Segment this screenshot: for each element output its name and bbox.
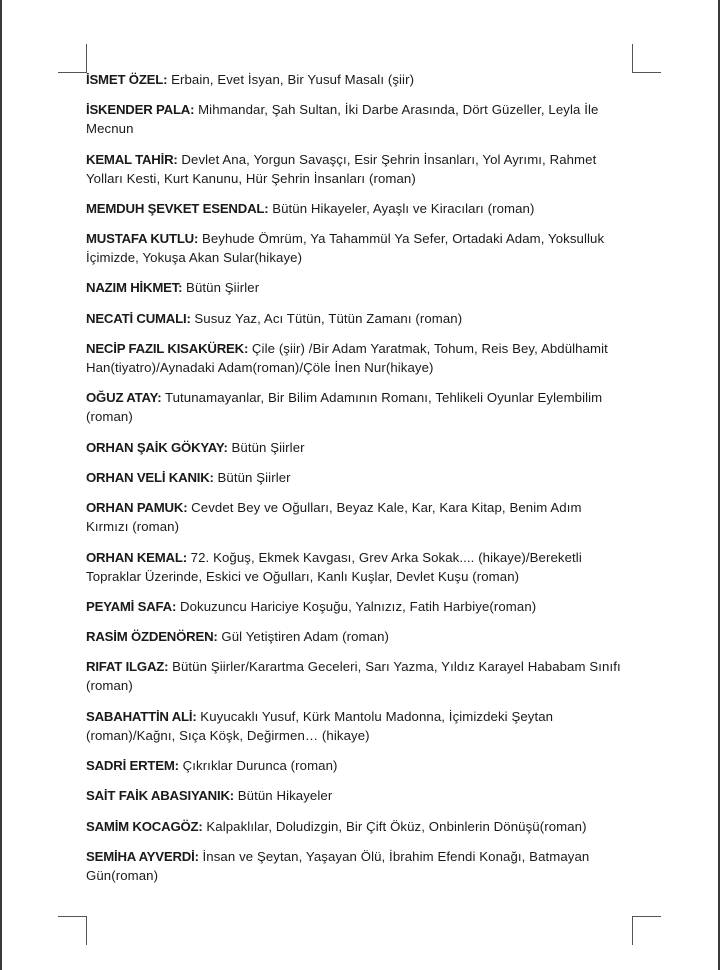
list-item <box>86 229 626 267</box>
works-list: Bütün Hikayeler, Ayaşlı ve Kiracıları (roman) <box>268 200 535 216</box>
list-item <box>86 786 626 805</box>
list-item <box>86 388 626 426</box>
works-list: İnsan ve Şeytan, Yaşayan Ölü, İbrahim Efendi Konağı, Batmayan Gün(roman) <box>86 848 590 883</box>
list-item <box>86 309 626 328</box>
list-item <box>86 498 626 536</box>
list-item <box>86 339 626 377</box>
list-item <box>86 70 626 89</box>
author-works-list <box>86 70 626 896</box>
works-list: Kalpaklılar, Doludizgin, Bir Çift Öküz, Onbinlerin Dönüşü(roman) <box>202 818 587 834</box>
crop-mark-top-right <box>632 44 661 73</box>
author-name: SADRİ ERTEM: <box>86 758 179 774</box>
works-list: 72. Koğuş, Ekmek Kavgası, Grev Arka Sokak.... (hikaye)/Bereketli Topraklar Üzerinde, Eskici ve Oğulları, Kanlı Kuşlar, Devlet Kuşu (roman) <box>86 549 582 584</box>
author-name: ORHAN ŞAİK GÖKYAY: <box>86 439 228 455</box>
list-item <box>86 597 626 616</box>
author-name: OĞUZ ATAY: <box>86 390 162 406</box>
list-item <box>86 627 626 646</box>
author-name: SABAHATTİN ALİ: <box>86 708 197 724</box>
list-item <box>86 847 626 885</box>
author-name: ORHAN PAMUK: <box>86 500 188 516</box>
author-name: RASİM ÖZDENÖREN: <box>86 629 218 645</box>
works-list: Susuz Yaz, Acı Tütün, Tütün Zamanı (roman) <box>190 310 463 326</box>
author-name: NECATİ CUMALI: <box>86 310 191 326</box>
works-list: Mihmandar, Şah Sultan, İki Darbe Arasında, Dört Güzeller, Leyla İle Mecnun <box>86 102 599 137</box>
list-item <box>86 150 626 188</box>
author-name: NECİP FAZIL KISAKÜREK: <box>86 341 249 357</box>
crop-mark-bottom-right <box>632 916 661 945</box>
list-item <box>86 438 626 457</box>
works-list: Beyhude Ömrüm, Ya Tahammül Ya Sefer, Ortadaki Adam, Yoksulluk İçimizde, Yokuşa Akan Sular(hikaye) <box>86 231 605 266</box>
author-name: SAMİM KOCAGÖZ: <box>86 818 203 834</box>
list-item <box>86 100 626 138</box>
list-item <box>86 817 626 836</box>
list-item <box>86 199 626 218</box>
works-list: Erbain, Evet İsyan, Bir Yusuf Masalı (şiir) <box>167 72 415 87</box>
works-list: Bütün Şiirler <box>213 469 291 485</box>
list-item <box>86 657 626 695</box>
works-list: Gül Yetiştiren Adam (roman) <box>217 629 389 645</box>
author-name: SEMİHA AYVERDİ: <box>86 848 199 864</box>
works-list: Cevdet Bey ve Oğulları, Beyaz Kale, Kar, Kara Kitap, Benim Adım Kırmızı (roman) <box>86 500 582 535</box>
author-name: İSMET ÖZEL: <box>86 72 168 87</box>
document-page <box>2 0 718 970</box>
list-item <box>86 278 626 297</box>
author-name: ORHAN VELİ KANIK: <box>86 469 214 485</box>
author-name: MUSTAFA KUTLU: <box>86 231 199 247</box>
crop-mark-top-left <box>58 44 87 73</box>
list-item <box>86 548 626 586</box>
works-list: Çile (şiir) /Bir Adam Yaratmak, Tohum, Reis Bey, Abdülhamit Han(tiyatro)/Aynadaki Adam(roman)/Çöle İnen Nur(hikaye) <box>86 341 608 376</box>
list-item <box>86 468 626 487</box>
works-list: Bütün Şiirler <box>182 280 260 296</box>
works-list: Bütün Hikayeler <box>233 788 333 804</box>
author-name: PEYAMİ SAFA: <box>86 598 177 614</box>
works-list: Bütün Şiirler/Karartma Geceleri, Sarı Yazma, Yıldız Karayel Hababam Sınıfı (roman) <box>86 659 621 694</box>
author-name: RIFAT ILGAZ: <box>86 659 169 675</box>
works-list: Bütün Şiirler <box>227 439 305 455</box>
author-name: SAİT FAİK ABASIYANIK: <box>86 788 234 804</box>
author-name: KEMAL TAHİR: <box>86 151 178 167</box>
list-item <box>86 707 626 745</box>
crop-mark-bottom-left <box>58 916 87 945</box>
works-list: Dokuzuncu Hariciye Koşuğu, Yalnızız, Fatih Harbiye(roman) <box>176 598 537 614</box>
author-name: İSKENDER PALA: <box>86 102 195 118</box>
works-list: Çıkrıklar Durunca (roman) <box>178 758 338 774</box>
works-list: Tutunamayanlar, Bir Bilim Adamının Romanı, Tehlikeli Oyunlar Eylembilim (roman) <box>86 390 603 425</box>
author-name: MEMDUH ŞEVKET ESENDAL: <box>86 200 269 216</box>
author-name: NAZIM HİKMET: <box>86 280 183 296</box>
author-name: ORHAN KEMAL: <box>86 549 187 565</box>
list-item <box>86 756 626 775</box>
works-list: Kuyucaklı Yusuf, Kürk Mantolu Madonna, İçimizdeki Şeytan (roman)/Kağnı, Sıça Köşk, Değirmen… (hikaye) <box>86 708 554 743</box>
works-list: Devlet Ana, Yorgun Savaşçı, Esir Şehrin İnsanları, Yol Ayrımı, Rahmet Yolları Kesti, Kurt Kanunu, Hür Şehrin İnsanları (roman) <box>86 151 597 186</box>
